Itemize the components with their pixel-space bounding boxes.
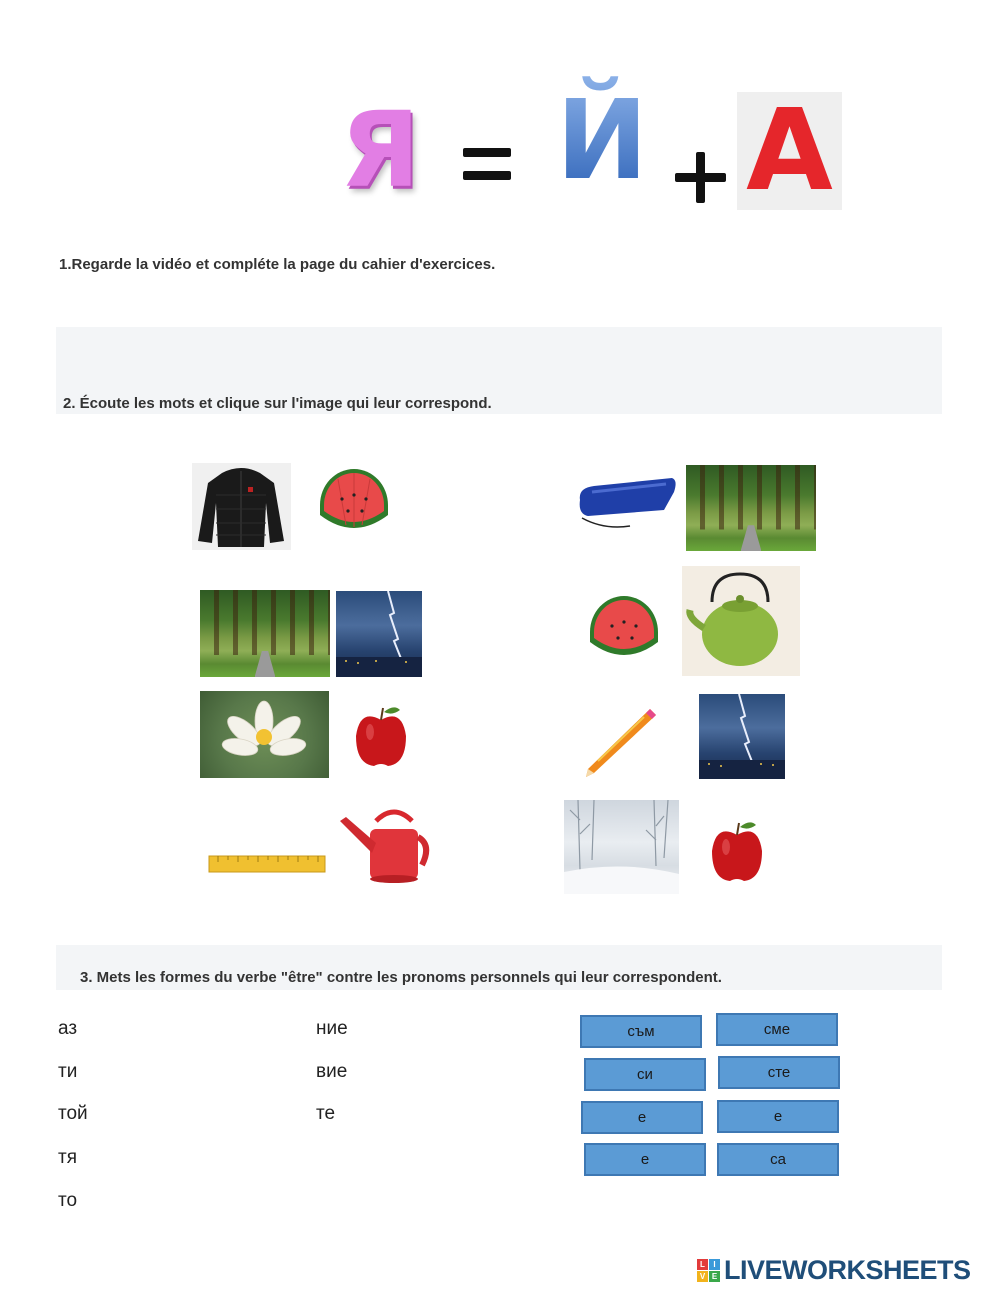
exercise-2-instruction: 2. Écoute les mots et clique sur l'image qui leur correspond. bbox=[63, 395, 492, 412]
logo-badge-letter: V bbox=[697, 1271, 708, 1282]
logo-badge-letter: L bbox=[697, 1259, 708, 1270]
pronoun-vie: вие bbox=[316, 1061, 348, 1082]
apple-image-option[interactable] bbox=[350, 702, 412, 770]
verb-form-drag-sme[interactable]: сме bbox=[716, 1013, 838, 1046]
pronoun-toy: той bbox=[58, 1103, 88, 1124]
verb-form-drag-e[interactable]: е bbox=[581, 1101, 703, 1134]
lightning-image-option[interactable] bbox=[699, 694, 785, 779]
forest-road-image-option[interactable] bbox=[200, 590, 330, 677]
exercise-1-instruction: 1.Regarde la vidéo et compléte la page du cahier d'exercices. bbox=[59, 256, 496, 273]
letter-i-kratkoe-image: Й bbox=[556, 70, 646, 200]
water-lily-image-option[interactable] bbox=[200, 691, 329, 778]
pronoun-ti: ти bbox=[58, 1061, 78, 1082]
pronoun-to: то bbox=[58, 1190, 78, 1211]
plus-sign-vertical bbox=[696, 152, 705, 203]
lightning-image-option[interactable] bbox=[336, 591, 422, 677]
verb-form-drag-sa[interactable]: са bbox=[717, 1143, 839, 1176]
pronoun-tya: тя bbox=[58, 1147, 77, 1168]
letter-ya-image: Я bbox=[339, 89, 421, 211]
pencil-image-option[interactable] bbox=[580, 703, 658, 781]
logo-badge-letter: I bbox=[709, 1259, 720, 1270]
liveworksheets-logo-badge bbox=[697, 1259, 720, 1282]
snowy-forest-image-option[interactable] bbox=[564, 800, 679, 894]
letter-a-image: А bbox=[737, 92, 842, 210]
jacket-image-option[interactable] bbox=[192, 463, 291, 550]
pronoun-az: аз bbox=[58, 1018, 78, 1039]
logo-badge-letter: E bbox=[709, 1271, 720, 1282]
equals-sign-top bbox=[463, 148, 511, 157]
verb-form-drag-ste[interactable]: сте bbox=[718, 1056, 840, 1089]
pronoun-te: те bbox=[316, 1103, 336, 1124]
teapot-image-option[interactable] bbox=[682, 566, 800, 676]
apple-image-option[interactable] bbox=[706, 815, 768, 885]
sled-image-option[interactable] bbox=[574, 470, 680, 534]
forest-road-image-option[interactable] bbox=[686, 465, 816, 551]
verb-form-drag-e[interactable]: е bbox=[584, 1143, 706, 1176]
liveworksheets-logo-text: LIVEWORKSHEETS bbox=[724, 1254, 971, 1285]
liveworksheets-logo bbox=[697, 1255, 971, 1285]
exercise-3-instruction: 3. Mets les formes du verbe "être" contre les pronoms personnels qui leur correspondent. bbox=[80, 969, 722, 986]
watermelon-image-option[interactable] bbox=[582, 592, 666, 674]
ruler-image-option[interactable] bbox=[208, 852, 326, 876]
pronoun-nie: ние bbox=[316, 1018, 348, 1039]
equals-sign-bottom bbox=[463, 171, 511, 180]
verb-form-drag-si[interactable]: си bbox=[584, 1058, 706, 1091]
watermelon-image-option[interactable] bbox=[312, 465, 396, 547]
watering-can-image-option[interactable] bbox=[336, 801, 434, 887]
verb-form-drag-sam[interactable]: съм bbox=[580, 1015, 702, 1048]
verb-form-drag-e[interactable]: е bbox=[717, 1100, 839, 1133]
